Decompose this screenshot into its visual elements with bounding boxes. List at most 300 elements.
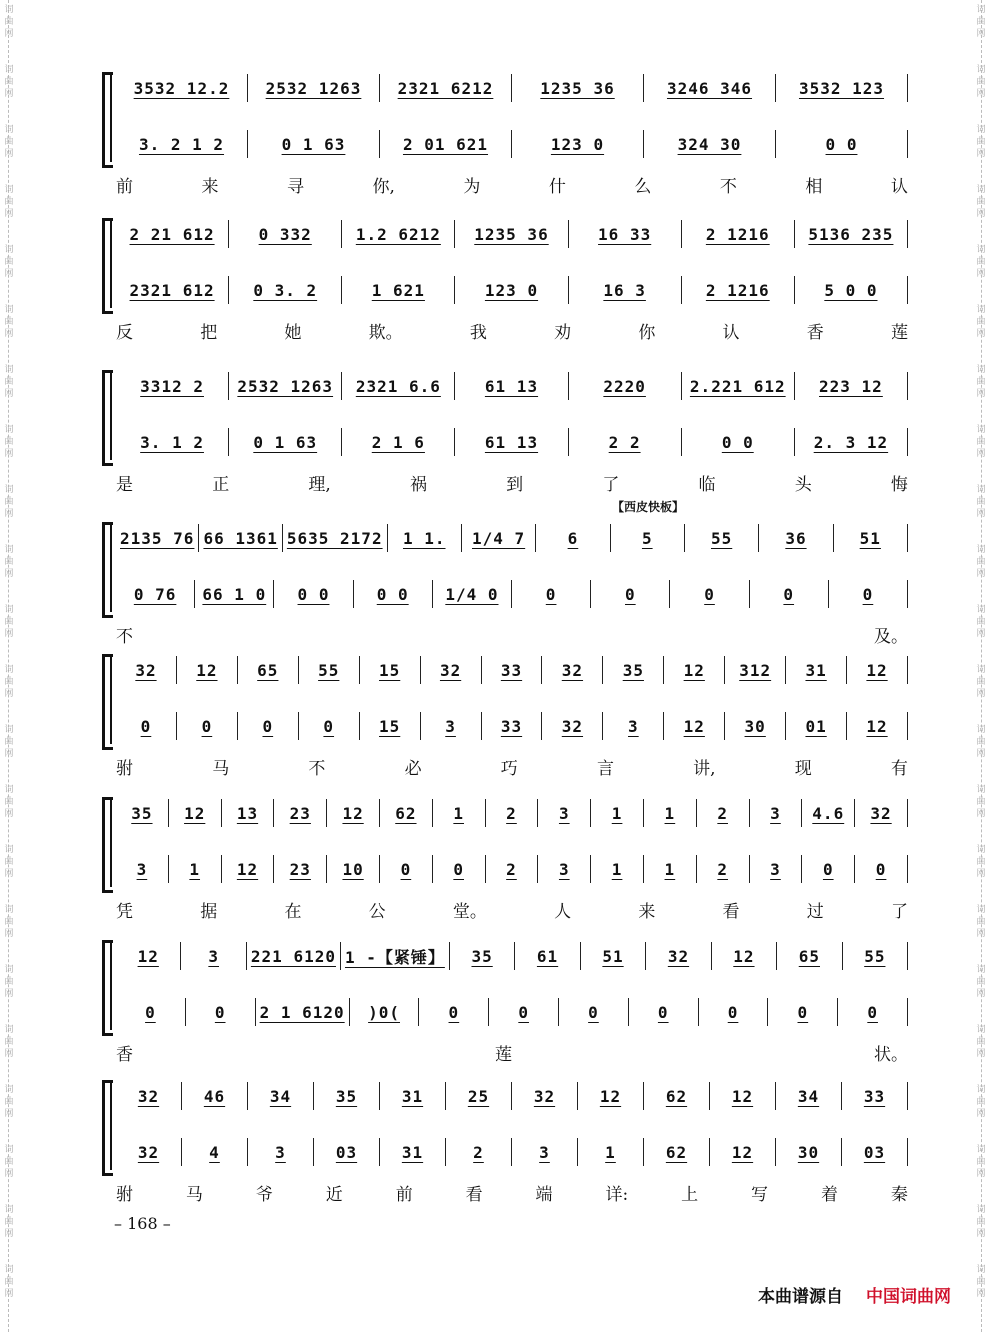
jianpu-notes: 32 [135, 660, 157, 680]
jianpu-notes: 32 [667, 946, 690, 966]
measure [455, 428, 568, 456]
jianpu-notes: 1 [664, 859, 676, 879]
measure [274, 799, 327, 827]
measure [248, 1138, 314, 1166]
measure [578, 1082, 644, 1110]
jianpu-notes: 1/4 0 [445, 584, 499, 604]
jianpu-notes: 5136 235 [808, 224, 894, 244]
jianpu-notes: 35 [622, 660, 644, 680]
lyric-char: 过 [806, 902, 824, 922]
measure [169, 855, 222, 883]
watermark-text: 词 曲 网 [4, 185, 14, 219]
lyric-char: 我 [469, 323, 487, 343]
lyric-char: 不 [719, 177, 737, 197]
jianpu-notes: 0 [657, 1002, 669, 1022]
jianpu-notes: 0 3. 2 [253, 280, 318, 300]
jianpu-notes: 31 [401, 1142, 424, 1162]
measure [512, 74, 644, 102]
measure [482, 656, 543, 684]
watermark-text: 词 曲 网 [976, 5, 986, 39]
watermark-text: 词 曲 网 [4, 1085, 14, 1119]
jianpu-notes: 0 0 [825, 134, 858, 154]
jianpu-notes: 61 13 [484, 432, 539, 452]
measure [342, 372, 455, 400]
watermark-text: 词 曲 网 [976, 905, 986, 939]
jianpu-notes: 61 13 [484, 376, 539, 396]
measure [776, 130, 908, 158]
measure [512, 1082, 578, 1110]
measure [247, 942, 341, 970]
jianpu-notes: 2135 76 [120, 528, 195, 548]
watermark-text: 词 曲 网 [4, 365, 14, 399]
measure [116, 1138, 182, 1166]
measure [838, 998, 908, 1026]
jianpu-notes: 35 [131, 803, 153, 823]
measure [455, 220, 568, 248]
lyric-char: 认 [890, 177, 908, 197]
watermark-text: 词 曲 网 [976, 365, 986, 399]
lyric-char: 驸 [116, 759, 133, 779]
measure [380, 855, 433, 883]
jianpu-notes: 62 [665, 1086, 688, 1106]
lyric-char: 了 [602, 475, 620, 495]
watermark-text: 词 曲 网 [4, 725, 14, 759]
measure [350, 998, 420, 1026]
jianpu-notes: 2532 1263 [265, 78, 362, 98]
jianpu-notes: 0 [797, 1002, 809, 1022]
jianpu-notes: 10 [342, 859, 364, 879]
jianpu-notes: 66 1361 [203, 528, 278, 548]
lyric-char: 是 [116, 475, 133, 495]
lyrics-line [116, 470, 908, 495]
jianpu-notes: 6 [567, 528, 579, 548]
lyrics-line [116, 897, 908, 922]
jianpu-notes: 34 [269, 1086, 292, 1106]
jianpu-notes: 0 [140, 716, 152, 736]
jianpu-notes: 25 [467, 1086, 490, 1106]
lyrics-line [116, 1040, 908, 1065]
jianpu-notes: 0 76 [133, 584, 177, 604]
jianpu-notes: 3. 1 2 [140, 432, 204, 452]
jianpu-notes: 0 [727, 1002, 739, 1022]
lyric-char: 香 [806, 323, 824, 343]
measure [786, 656, 847, 684]
measure [116, 428, 229, 456]
measure [802, 855, 855, 883]
jianpu-notes: 65 [257, 660, 279, 680]
measure [603, 656, 664, 684]
measure [314, 1082, 380, 1110]
measure [664, 656, 725, 684]
measure [795, 372, 908, 400]
measure [380, 1138, 446, 1166]
lyric-char: 欺。 [368, 323, 403, 343]
measure [222, 855, 275, 883]
measure [776, 74, 908, 102]
lyric-char: 到 [506, 475, 524, 495]
measure [768, 998, 838, 1026]
measure [795, 276, 908, 304]
measure [750, 580, 829, 608]
lyric-char: 马 [212, 759, 230, 779]
lyric-char: 香 [116, 1045, 133, 1065]
measure [486, 855, 539, 883]
lyric-char: 你 [638, 323, 656, 343]
jianpu-notes: 2 [473, 1142, 484, 1162]
jianpu-notes: 2 [717, 859, 728, 879]
lower-staff-row [116, 428, 908, 456]
jianpu-notes: 31 [805, 660, 827, 680]
jianpu-notes: 55 [864, 946, 886, 966]
lower-staff-row [116, 276, 908, 304]
jianpu-notes: 51 [602, 946, 624, 966]
lyric-char: 把 [200, 323, 218, 343]
measure [182, 1138, 248, 1166]
jianpu-notes: 62 [665, 1142, 688, 1162]
measure [750, 855, 803, 883]
lyric-char: 不 [116, 627, 133, 647]
jianpu-notes: 35 [335, 1086, 358, 1106]
lyrics-line [116, 318, 908, 343]
jianpu-notes: 2 [506, 859, 517, 879]
lyric-char: 秦 [890, 1185, 908, 1205]
jianpu-notes: 3 [558, 803, 570, 823]
watermark-text: 词 曲 网 [976, 785, 986, 819]
jianpu-notes: 31 [401, 1086, 424, 1106]
measure [116, 372, 229, 400]
lyric-char: 寻 [287, 177, 304, 197]
lyric-char: 据 [200, 902, 218, 922]
jianpu-notes: 123 0 [550, 134, 605, 154]
lyric-char: 必 [404, 759, 422, 779]
measure [847, 656, 908, 684]
measure [670, 580, 749, 608]
jianpu-notes: 2 1 6120 [259, 1002, 345, 1022]
jianpu-notes: 0 1 63 [281, 134, 346, 154]
watermark-text: 词 曲 网 [976, 665, 986, 699]
jianpu-notes: 36 [785, 528, 807, 548]
measure [360, 656, 421, 684]
measure [177, 656, 238, 684]
jianpu-notes: 5 [641, 528, 653, 548]
jianpu-notes: 0 [588, 1002, 599, 1022]
jianpu-notes: 12 [733, 946, 755, 966]
left-watermark-strip [4, 0, 31, 1332]
jianpu-notes: 32 [137, 1142, 160, 1162]
measure [542, 656, 603, 684]
measure [725, 712, 786, 740]
jianpu-notes: 12 [683, 660, 705, 680]
jianpu-notes: 16 33 [598, 224, 652, 244]
jianpu-notes: 3246 346 [666, 78, 753, 98]
measure [199, 524, 282, 552]
lyric-char: 前 [395, 1185, 413, 1205]
watermark-text: 词 曲 网 [976, 245, 986, 279]
jianpu-notes: 2 [506, 803, 517, 823]
measure [559, 998, 629, 1026]
measure [327, 799, 380, 827]
lyrics-line [116, 622, 908, 647]
measure [802, 799, 855, 827]
jianpu-notes: 1/4 7 [472, 528, 526, 548]
watermark-text: 词 曲 网 [976, 125, 986, 159]
watermark-text: 词 曲 网 [976, 185, 986, 219]
watermark-text: 词 曲 网 [4, 545, 14, 579]
jianpu-notes: 2532 1263 [237, 376, 334, 396]
measure [697, 799, 750, 827]
watermark-text: 词 曲 网 [4, 905, 14, 939]
jianpu-notes: 51 [859, 528, 881, 548]
measure [776, 1082, 842, 1110]
measure [664, 712, 725, 740]
measure [515, 942, 580, 970]
lower-staff-row [116, 855, 908, 883]
measure [842, 1138, 908, 1166]
jianpu-notes: 0 [145, 1002, 156, 1022]
jianpu-notes: 3. 2 1 2 [138, 134, 225, 154]
jianpu-notes: 62 [395, 803, 417, 823]
measure [248, 1082, 314, 1110]
jianpu-notes: 12 [599, 1086, 622, 1106]
lyric-char: 现 [794, 759, 812, 779]
jianpu-notes: 55 [710, 528, 733, 548]
footer-source-label: 本曲谱源自 [758, 1287, 843, 1307]
measure [380, 130, 512, 158]
lyric-char: 么 [634, 177, 652, 197]
measure [116, 799, 169, 827]
jianpu-notes: 33 [863, 1086, 886, 1106]
measure [591, 580, 670, 608]
measure [433, 855, 486, 883]
jianpu-notes: 0 0 [721, 432, 754, 452]
lyric-char: 着 [820, 1185, 838, 1205]
lyric-char: 详: [605, 1185, 629, 1205]
measure [786, 712, 847, 740]
measure [581, 942, 646, 970]
jianpu-notes: 0 [822, 859, 834, 879]
lyric-char: 状。 [874, 1045, 908, 1065]
measure [462, 524, 536, 552]
measure [710, 1138, 776, 1166]
measure [759, 524, 833, 552]
jianpu-notes: 30 [744, 716, 766, 736]
jianpu-notes: 312 [739, 660, 772, 680]
jianpu-notes: 0 [625, 584, 636, 604]
jianpu-notes: 0 [262, 716, 274, 736]
system-barline [110, 797, 112, 887]
watermark-text: 词 曲 网 [976, 65, 986, 99]
measure [538, 855, 591, 883]
measure [569, 372, 682, 400]
measure [116, 524, 199, 552]
jianpu-notes: 1 [189, 859, 201, 879]
jianpu-notes: 2321 612 [129, 280, 215, 300]
measure [169, 799, 222, 827]
measure [360, 712, 421, 740]
jianpu-notes: 32 [561, 716, 584, 736]
lyrics-line [116, 172, 908, 197]
measure [116, 942, 181, 970]
jianpu-notes: 1 621 [371, 280, 425, 300]
measure [116, 276, 229, 304]
jianpu-notes: 3312 2 [140, 376, 204, 396]
upper-staff-row [116, 1082, 908, 1110]
watermark-text: 词 曲 网 [4, 425, 14, 459]
watermark-text: 词 曲 网 [4, 845, 14, 879]
jianpu-notes: 32 [533, 1086, 556, 1106]
jianpu-notes: 2321 6212 [397, 78, 494, 98]
lyric-char: 莲 [890, 323, 908, 343]
jianpu-notes: 15 [379, 716, 401, 736]
jianpu-notes: 12 [236, 859, 259, 879]
upper-staff-row [116, 220, 908, 248]
measure [750, 799, 803, 827]
lyric-char: 反 [116, 323, 133, 343]
lyric-char: 理, [308, 475, 331, 495]
lyric-char: 来 [638, 902, 656, 922]
watermark-text: 词 曲 网 [4, 65, 14, 99]
measure [450, 942, 515, 970]
lyric-char: 在 [284, 902, 302, 922]
lyric-char: 堂。 [452, 902, 487, 922]
measure [181, 942, 246, 970]
lyric-char: 近 [325, 1185, 343, 1205]
measure [855, 855, 908, 883]
watermark-text: 词 曲 网 [4, 1205, 14, 1239]
lower-staff-row [116, 998, 908, 1026]
measure [842, 1082, 908, 1110]
jianpu-notes: 0 [201, 716, 213, 736]
system-barline [110, 1080, 112, 1170]
lyric-char: 什 [548, 177, 566, 197]
measure [116, 130, 248, 158]
jianpu-notes: 13 [236, 803, 259, 823]
measure [682, 428, 795, 456]
lyric-char: 言 [596, 759, 614, 779]
system-barline [110, 72, 112, 162]
measure [455, 372, 568, 400]
lyric-char: 讲, [693, 759, 716, 779]
jianpu-notes: 1 [605, 1142, 616, 1162]
lyric-char: 巧 [500, 759, 518, 779]
measure [644, 130, 776, 158]
measure [569, 220, 682, 248]
jianpu-notes: 12 [731, 1086, 754, 1106]
watermark-text: 词 曲 网 [4, 965, 14, 999]
jianpu-notes: 0 [545, 584, 557, 604]
watermark-text: 词 曲 网 [4, 245, 14, 279]
measure [433, 799, 486, 827]
measure [685, 524, 759, 552]
jianpu-notes: 23 [289, 859, 311, 879]
jianpu-notes: 0 [323, 716, 335, 736]
jianpu-notes: 324 30 [677, 134, 742, 154]
measure [682, 372, 795, 400]
jianpu-notes: 1 [611, 803, 623, 823]
measure [380, 799, 433, 827]
measure [482, 712, 543, 740]
jianpu-notes: 2 [717, 803, 728, 823]
lyric-char: 看 [465, 1185, 483, 1205]
measure [834, 524, 908, 552]
lyric-char: 相 [805, 177, 823, 197]
measure [421, 656, 482, 684]
measure [455, 276, 568, 304]
measure [591, 855, 644, 883]
watermark-text: 词 曲 网 [976, 1085, 986, 1119]
measure [314, 1138, 380, 1166]
lyric-char: 临 [698, 475, 716, 495]
jianpu-notes: 0 [448, 1002, 460, 1022]
jianpu-notes: 3 [770, 803, 781, 823]
measure [421, 712, 482, 740]
measure [512, 580, 591, 608]
watermark-text: 词 曲 网 [4, 1145, 14, 1179]
watermark-text: 词 曲 网 [4, 605, 14, 639]
watermark-text: 词 曲 网 [4, 665, 14, 699]
lyric-char: 了 [890, 902, 908, 922]
watermark-text: 词 曲 网 [976, 305, 986, 339]
upper-staff-row [116, 74, 908, 102]
lyric-char: 正 [212, 475, 230, 495]
jianpu-notes: 2 1216 [705, 224, 770, 244]
jianpu-notes: 0 [518, 1002, 529, 1022]
measure [538, 799, 591, 827]
jianpu-notes: 61 [536, 946, 559, 966]
measure [256, 998, 350, 1026]
watermark-text: 词 曲 网 [4, 1025, 14, 1059]
jianpu-notes: 221 6120 [250, 946, 336, 966]
measure [327, 855, 380, 883]
lyric-char: 劝 [554, 323, 572, 343]
jianpu-notes: 1 [664, 803, 676, 823]
measure [542, 712, 603, 740]
measure [299, 712, 360, 740]
measure [274, 580, 353, 608]
measure [795, 220, 908, 248]
jianpu-notes: 0 [783, 584, 795, 604]
measure [644, 855, 697, 883]
measure [116, 1082, 182, 1110]
lower-staff-row [116, 130, 908, 158]
upper-staff-row [116, 524, 908, 552]
lyric-char: 公 [368, 902, 386, 922]
measure [116, 712, 177, 740]
lyric-char: 凭 [116, 902, 133, 922]
jianpu-notes: 0 1 63 [253, 432, 318, 452]
measure [829, 580, 908, 608]
jianpu-notes: 12 [866, 716, 888, 736]
jianpu-notes: 2220 [603, 376, 646, 396]
measure [182, 1082, 248, 1110]
jianpu-notes: 32 [439, 660, 462, 680]
jianpu-notes: 12 [866, 660, 888, 680]
measure [222, 799, 275, 827]
jianpu-notes: 2 01 621 [402, 134, 489, 154]
jianpu-notes: 123 0 [484, 280, 539, 300]
jianpu-notes: 3 [275, 1142, 286, 1162]
upper-staff-row [116, 942, 908, 970]
jianpu-notes: 46 [203, 1086, 226, 1106]
watermark-text: 词 曲 网 [4, 1265, 14, 1299]
footer-site-name[interactable]: 中国词曲网 [866, 1287, 951, 1307]
measure [843, 942, 908, 970]
lyric-char: 人 [554, 902, 572, 922]
jianpu-notes: 12 [683, 716, 705, 736]
measure [446, 1138, 512, 1166]
jianpu-notes: 34 [797, 1086, 820, 1106]
measure [603, 712, 664, 740]
